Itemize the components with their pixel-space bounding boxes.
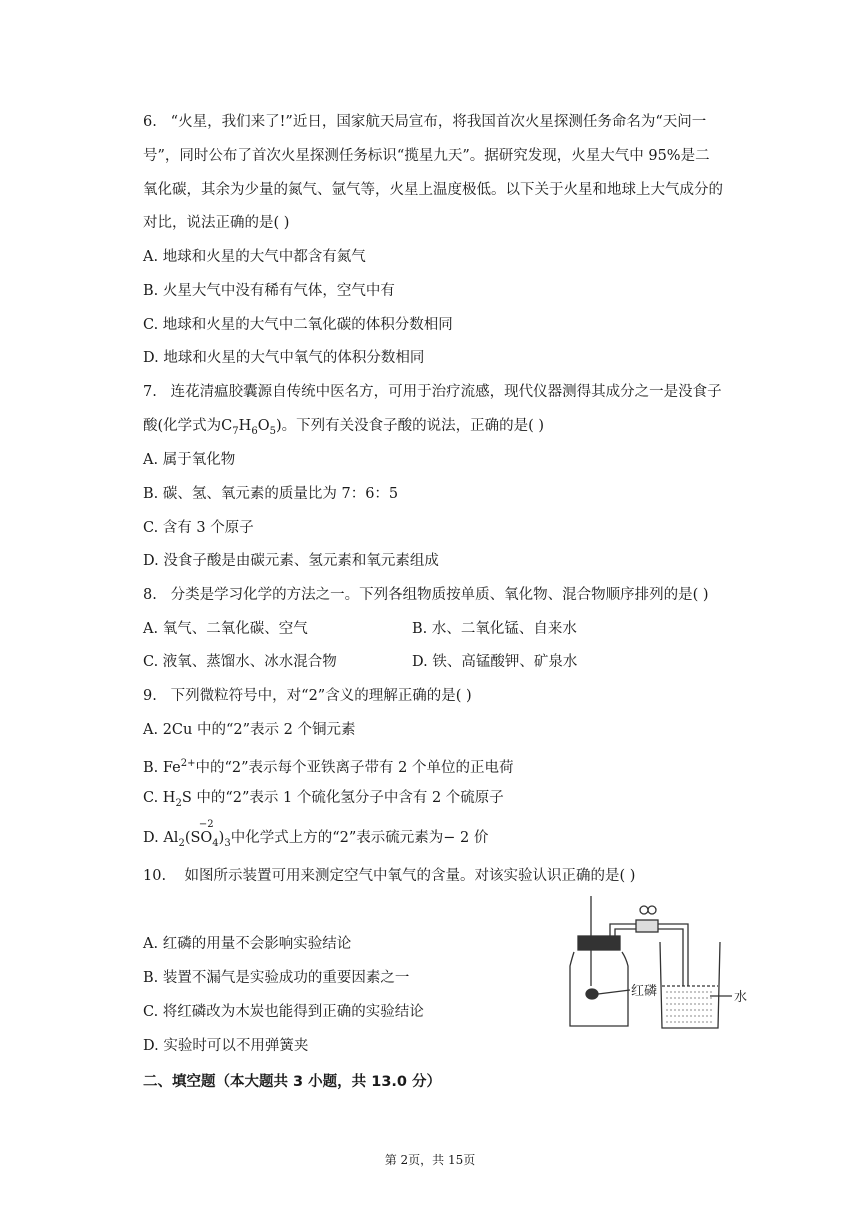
q6-option-c: C. 地球和火星的大气中二氧化碳的体积分数相同 — [143, 317, 453, 333]
q9-c-subscript: 2 — [175, 797, 182, 809]
q10-option-b: B. 装置不漏气是实验成功的重要因素之一 — [143, 970, 410, 986]
q7-text-1: 连花清瘟胶囊源自传统中医名方，可用于治疗流感，现代仪器测得其成分之一是没食子 — [170, 384, 722, 400]
section-fill-in-title: 二、填空题（本大题共 3 小题，共 13.0 分） — [143, 1074, 442, 1090]
q9-line1 — [143, 686, 472, 706]
stopper — [578, 936, 620, 950]
q6-number: 6. — [143, 114, 157, 130]
q8-number: 8. — [143, 587, 157, 603]
q8-option-c: C. 液氧、蒸馏水、冰水混合物 — [143, 654, 337, 670]
q10-number: 10. — [143, 868, 167, 884]
red-phosphorus — [586, 989, 598, 999]
q10-option-c: C. 将红磷改为木炭也能得到正确的实验结论 — [143, 1004, 424, 1020]
label-water: 水 — [734, 990, 748, 1005]
q9-d-text: 中化学式上方的“2”表示硫元素为− 2 价 — [230, 830, 489, 846]
q8-option-d: D. 铁、高锰酸钾、矿泉水 — [412, 654, 578, 670]
q7-text-2-pre: 酸(化学式为 — [143, 418, 222, 434]
q6-line1 — [143, 112, 706, 132]
flask-outline — [570, 952, 628, 1026]
q8-option-a: A. 氧气、二氧化碳、空气 — [143, 621, 308, 637]
q6-option-b: B. 火星大气中没有稀有气体，空气中有 — [143, 283, 395, 299]
q9-option-d — [143, 819, 489, 854]
q6-line2: 号”，同时公布了首次火星探测任务标识“揽星九天”。据研究发现，火星大气中 95%是二 — [143, 148, 710, 164]
q9-d-close: ) — [218, 830, 225, 846]
formula-sub-7: 7 — [232, 425, 239, 437]
formula-h: H — [238, 418, 252, 434]
q6-line4: 对比，说法正确的是( ) — [143, 215, 290, 231]
q6-option-a: A. 地球和火星的大气中都含有氮气 — [143, 249, 366, 265]
formula-sub-6: 6 — [251, 425, 258, 437]
q9-d-sub3: 3 — [224, 837, 231, 849]
q7-option-d: D. 没食子酸是由碳元素、氢元素和氧元素组成 — [143, 553, 439, 569]
q9-d-valence-mark: −2 — [198, 819, 214, 830]
q7-option-c: C. 含有 3 个原子 — [143, 520, 254, 536]
q7-option-a: A. 属于氧化物 — [143, 452, 236, 468]
beaker-outline — [660, 942, 720, 1028]
q8-line1 — [143, 585, 709, 605]
q9-option-b — [143, 754, 513, 778]
q9-d-sub1: 2 — [178, 837, 185, 849]
q9-number: 9. — [143, 688, 157, 704]
q8-text-1: 分类是学习化学的方法之一。下列各组物质按单质、氧化物、混合物顺序排列的是( ) — [170, 587, 709, 603]
q9-c-text: S 中的“2”表示 1 个硫化氢分子中含有 2 个硫原子 — [181, 790, 504, 806]
q7-option-b: B. 碳、氢、氧元素的质量比为 7：6：5 — [143, 486, 399, 502]
q10-option-a: A. 红磷的用量不会影响实验结论 — [143, 936, 352, 952]
q6-line3: 氧化碳，其余为少量的氮气、氩气等，火星上温度极低。以下关于火星和地球上大气成分的 — [143, 182, 723, 198]
q9-d-sulfate-group — [184, 819, 225, 854]
q7-number: 7. — [143, 384, 157, 400]
label-red-phosphorus: 红磷 — [631, 984, 658, 999]
apparatus-diagram — [560, 896, 770, 1036]
q9-b-symbol: B. Fe — [143, 759, 181, 776]
q10-text-1: 如图所示装置可用来测定空气中氧气的含量。对该实验认识正确的是( ) — [184, 868, 636, 884]
q9-option-a: A. 2Cu 中的“2”表示 2 个铜元素 — [143, 722, 356, 738]
q9-c-symbol: C. H — [143, 790, 176, 806]
delivery-tube — [610, 924, 688, 986]
formula-sub-5: 5 — [269, 425, 276, 437]
q7-line1 — [143, 382, 722, 402]
q10-line1 — [143, 866, 635, 886]
q8-option-b: B. 水、二氧化锰、自来水 — [412, 621, 577, 637]
q9-d-symbol: D. Al — [143, 830, 179, 846]
q6-text-1: “火星，我们来了!”近日，国家航天局宣布，将我国首次火星探测任务命名为“天问一 — [170, 114, 707, 130]
q7-line2 — [143, 416, 544, 442]
q9-d-paren: (SO — [184, 830, 213, 846]
formula-gallic-acid — [221, 418, 276, 437]
q9-text-1: 下列微粒符号中，对“2”含义的理解正确的是( ) — [170, 688, 472, 704]
q7-text-2-post: )。下列有关没食子酸的说法，正确的是( ) — [275, 418, 545, 434]
q9-b-text: 中的“2”表示每个亚铁离子带有 2 个单位的正电荷 — [195, 759, 514, 776]
q9-d-sub2: 4 — [212, 837, 219, 849]
q9-b-charge: 2+ — [180, 758, 196, 769]
q9-option-c — [143, 788, 504, 814]
q10-option-d: D. 实验时可以不用弹簧夹 — [143, 1038, 309, 1054]
spring-clip — [636, 920, 658, 932]
formula-o: O — [257, 418, 270, 434]
page-footer: 第 2页，共 15页 — [384, 1153, 476, 1167]
q6-option-d: D. 地球和火星的大气中氧气的体积分数相同 — [143, 350, 425, 366]
oxygen-apparatus-figure — [560, 896, 770, 1036]
formula-c: C — [221, 418, 233, 434]
